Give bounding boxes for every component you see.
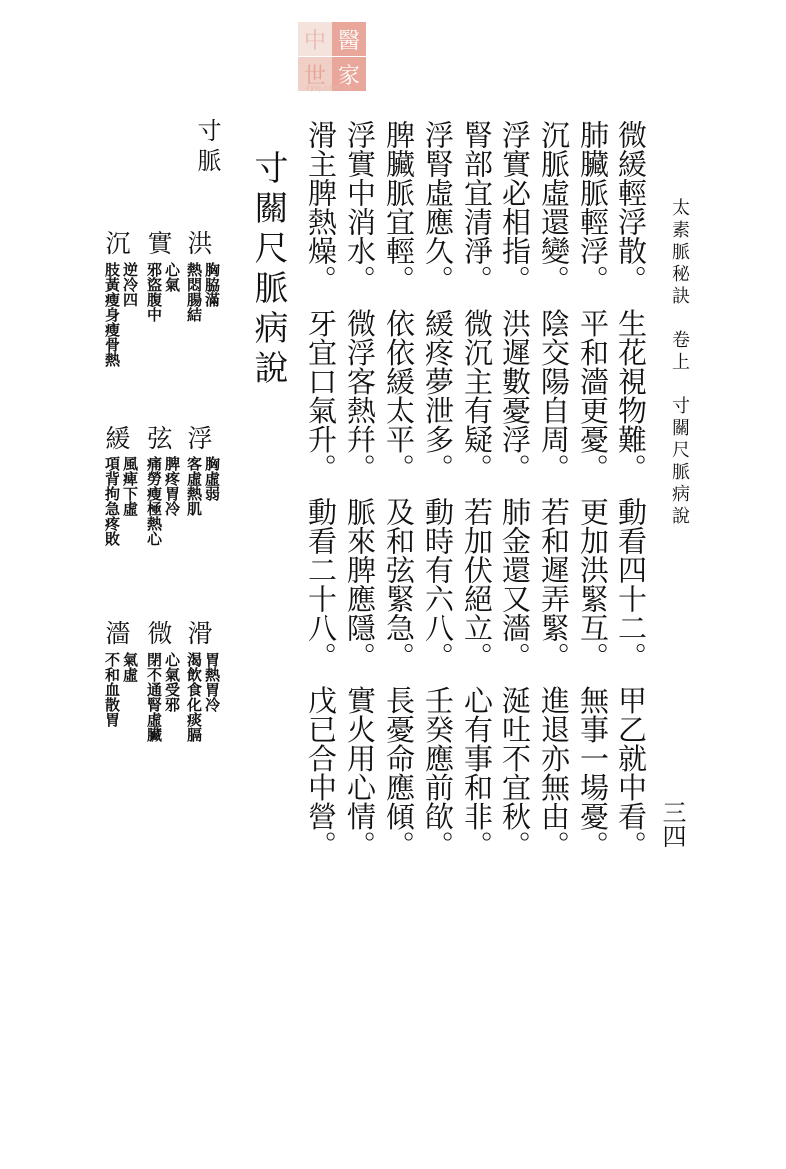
pulse-desc: 逆冷四 bbox=[121, 262, 139, 307]
pulse-desc: 胸脇滿 bbox=[203, 262, 221, 307]
logo-url: zysj.com.cn bbox=[306, 84, 353, 92]
pulse-term: 弦 bbox=[144, 425, 173, 450]
pulse-term: 微 bbox=[144, 620, 173, 645]
pulse-desc: 渴飲食化痰膈 bbox=[185, 652, 203, 742]
subsection-title: 寸脈 bbox=[193, 118, 221, 178]
verse-column: 沉脈虛還變。 陰交陽自周。 若和遲弄緊。 進退亦無由。 bbox=[537, 120, 571, 860]
pulse-term: 實 bbox=[144, 230, 173, 255]
pulse-term: 洪 bbox=[184, 230, 213, 255]
pulse-desc: 痛勞瘦極熱心 bbox=[145, 456, 163, 546]
pulse-desc: 胃熱胃冷 bbox=[203, 652, 221, 712]
pulse-desc: 項背拘急疼敗 bbox=[103, 456, 121, 546]
pulse-desc: 脾疼胃冷 bbox=[163, 456, 181, 516]
pulse-term: 沉 bbox=[102, 230, 131, 255]
logo-char: 世 bbox=[298, 57, 332, 91]
verse-column: 滑主脾熱燥。 牙宜口氣升。 動看二十八。 戊已合中營。 bbox=[304, 120, 338, 860]
pulse-desc: 心氣受邪 bbox=[163, 652, 181, 712]
verse-column: 腎部宜清淨。 微沉主有疑。 若加伏絕立。 心有事和非。 bbox=[460, 120, 494, 860]
logo-char: 中 bbox=[298, 22, 332, 56]
pulse-desc: 閉不通腎虛臟 bbox=[145, 652, 163, 742]
running-header: 太素脈秘訣 卷上 寸關尺脈病說 bbox=[669, 198, 690, 528]
site-logo bbox=[298, 22, 366, 92]
verse-column: 浮實中消水。 微浮客熱幷。 脈來脾應隱。 實火用心情。 bbox=[343, 120, 377, 860]
pulse-desc: 風痺下虛 bbox=[121, 456, 139, 516]
pulse-term: 浮 bbox=[184, 425, 213, 450]
pulse-desc: 不和血散胃 bbox=[103, 652, 121, 727]
pulse-desc: 氣虛 bbox=[121, 652, 139, 682]
verse-column: 浮腎虛應久。 緩疼夢泄多。 動時有六八。 壬癸應前欿。 bbox=[421, 120, 455, 860]
pulse-term: 緩 bbox=[102, 425, 131, 450]
verse-column: 浮實必相指。 洪遲數憂浮。 肺金還又濇。 涎吐不宜秋。 bbox=[498, 120, 532, 860]
page-number: 三四 bbox=[658, 800, 686, 848]
pulse-desc: 胸虛弱 bbox=[203, 456, 221, 501]
section-title: 寸關尺脈病說 bbox=[248, 150, 288, 390]
pulse-desc: 熱悶腸結 bbox=[185, 262, 203, 322]
logo-char: 醫 bbox=[332, 22, 366, 56]
pulse-desc: 肢黃瘦身瘦骨熱 bbox=[103, 262, 121, 367]
pulse-desc: 心氣 bbox=[163, 262, 181, 292]
pulse-desc: 客虛熱肌 bbox=[185, 456, 203, 516]
verse-column: 肺臟脈輕浮。 平和濇更憂。 更加洪緊互。 無事一場憂。 bbox=[576, 120, 610, 860]
verse-column: 脾臟脈宜輕。 依依緩太平。 及和弦緊急。 長憂命應傾。 bbox=[382, 120, 416, 860]
pulse-desc: 邪盜腹中 bbox=[145, 262, 163, 322]
verse-column: 微緩輕浮散。 生花視物難。 動看四十二。 甲乙就中看。 bbox=[614, 120, 648, 860]
logo-char: 家 bbox=[332, 57, 366, 91]
pulse-term: 濇 bbox=[102, 620, 131, 645]
pulse-term: 滑 bbox=[184, 620, 213, 645]
